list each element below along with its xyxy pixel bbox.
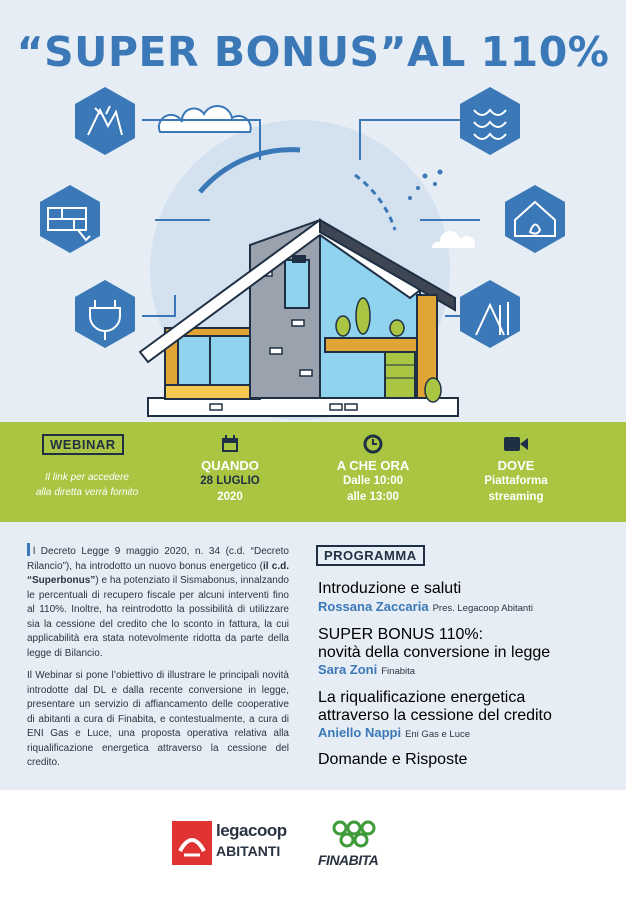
link-note (18, 470, 156, 500)
program-speaker-3 (318, 724, 608, 742)
programma-label: PROGRAMMA (316, 545, 425, 566)
architect-tools-icon (460, 280, 520, 348)
where-line-2: streaming (488, 491, 544, 503)
speaker-3-role: Eni Gas e Luce (405, 729, 471, 740)
video-camera-icon (503, 435, 529, 453)
when-year: 2020 (217, 491, 243, 503)
when-heading: QUANDO (201, 458, 259, 473)
topic-2-line-1: SUPER BONUS 110%: (318, 626, 484, 643)
topic-3-line-1: La riqualificazione energetica (318, 689, 526, 706)
abitanti-wordmark: ABITANTI (216, 843, 281, 859)
speaker-2-name: Sara Zoni (318, 662, 378, 677)
p1-part-a: l Decreto Legge 9 maggio 2020, n. 34 (c.d. “Decreto Rilancio”), ha introdotto un nuovo bonus energetico ( (27, 546, 289, 572)
link-note-line-2: alla diretta verrà fornito (35, 487, 139, 498)
time-column (320, 458, 426, 505)
topic-3-line-2: attraverso la cessione del credito (318, 707, 552, 724)
p1-part-b: ) e ha potenziato il Sismabonus, innalzando le percentuali di recupero fiscale per alcuni interventi fino al 110%. Inoltre, ha reintrodotto la possibilità di utilizzare sia la cessione del credito che lo sconto in fattura, la cui applicabilità era stata notevolmente ridotta da parte della legge di Bilancio. (27, 575, 289, 659)
program-speaker-2 (318, 661, 608, 679)
topic-2-line-2: novità della conversione in legge (318, 644, 551, 661)
cloud-icon (159, 106, 251, 132)
description-text (27, 543, 289, 779)
finabita-mark-icon (328, 820, 378, 850)
where-line-1: Piattaforma (484, 475, 548, 487)
dropcap (27, 543, 30, 556)
program-speaker-1 (318, 598, 608, 616)
description-paragraph-1 (27, 543, 289, 661)
time-heading: A CHE ORA (336, 458, 410, 473)
legacoop-abitanti-logo (172, 821, 288, 865)
finabita-wordmark: FINABITA (318, 852, 379, 868)
legacoop-mark-icon (172, 821, 212, 865)
description-paragraph-2: Il Webinar si pone l’obiettivo di illustrare le principali novità introdotte dal DL e dalla recente conversione in legge, presentare un servizio di affiancamento delle cooperative di abitanti a cura di Finabita, e contestualmente, a cura di ENI Gas e Luce, una proposta operativa relativa alla riqualificazione energetica attraverso la cessione del credito. (27, 670, 289, 768)
speaker-2-role: Finabita (381, 666, 416, 677)
legacoop-wordmark: legacoop (216, 821, 287, 840)
footer (0, 790, 626, 897)
when-column (180, 458, 280, 505)
house-illustration (0, 80, 626, 422)
home-eco-icon (505, 185, 565, 253)
link-note-line-1: Il link per accedere (45, 472, 129, 483)
where-heading: DOVE (497, 458, 535, 473)
power-plug-icon (75, 280, 135, 348)
program-intro: Introduzione e saluti (318, 580, 462, 597)
when-date: 28 LUGLIO (200, 475, 260, 487)
calendar-icon (220, 434, 240, 454)
where-column (466, 458, 566, 505)
webinar-label: WEBINAR (42, 434, 124, 455)
finabita-logo (318, 820, 388, 870)
p1-bold: il c.d. “Superbonus” (27, 560, 290, 586)
time-start: Dalle 10:00 (342, 475, 404, 487)
program-closing: Domande e Risposte (318, 751, 468, 768)
speaker-3-name: Aniello Nappi (318, 725, 402, 740)
thermal-insulation-icon (75, 87, 135, 155)
brick-wall-icon (40, 185, 100, 253)
program-topic-2 (318, 626, 608, 662)
roof-tiles-icon (460, 87, 520, 155)
clock-icon (363, 434, 383, 454)
program-topic-3 (318, 689, 608, 725)
page-title: “SUPER BONUS”AL 110% (16, 28, 610, 76)
speaker-1-role: Pres. Legacoop Abitanti (432, 603, 533, 614)
time-end: alle 13:00 (347, 491, 399, 503)
speaker-1-name: Rossana Zaccaria (318, 599, 429, 614)
